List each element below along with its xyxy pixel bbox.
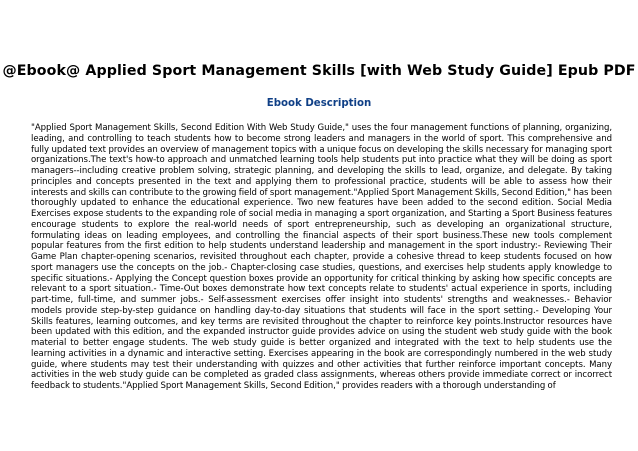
document-title: @Ebook@ Applied Sport Management Skills [with Web Study Guide] Epub PDF <box>2 63 636 79</box>
section-heading: Ebook Description <box>266 98 372 109</box>
description-paragraph: "Applied Sport Management Skills, Second Edition With Web Study Guide," uses the four management functions of planning, organizing, leading, and controlling to teach students how to become strong leaders and managers in the world of sport. This comprehensive and fully updated text provides an overview of management topics with a unique focus on developing the skills necessary for managing sport organizations.The text's how-to approach and unmatched learning tools help students put into practice what they will be doing as sport managers--including creative problem solving, strategic planning, and developing the skills to lead, organize, and delegate. By taking principles and concepts presented in the text and applying them to professional practice, students will be able to assess how their interests and skills can contribute to the growing field of sport management."Applied Sport Management Skills, Second Edition," has been thoroughly updated to enhance the educational experience. Two new features have been added to the second edition. Social Media Exercises expose students to the expanding role of social media in managing a sport organization, and Starting a Sport Business features encourage students to explore the real-world needs of sport entrepreneurship, such as developing an organizational structure, formulating ideas on leading employees, and controlling the financial aspects of their sport business.These new tools complement popular features from the first edition to help students understand leadership and management in the sport industry:- Reviewing Their Game Plan chapter-opening scenarios, revisited throughout each chapter, provide a cohesive thread to keep students focused on how sport managers use the concepts on the job.- Chapter-closing case studies, questions, and exercises help students apply knowledge to specific situations.- Applying the Concept question boxes provide an opportunity for critical thinking by asking how specific concepts are relevant to a sport situation.- Time-Out boxes demonstrate how text concepts relate to students' actual experience in sports, including part-time, full-time, and summer jobs.- Self-assessment exercises offer insight into students' strengths and weaknesses.- Behavior models provide step-by-step guidance on handling day-to-day situations that students will face in the sport setting.- Developing Your Skills features, learning outcomes, and key terms are revisited throughout the chapter to reinforce key points.Instructor resources have been updated with this edition, and the expanded instructor guide provides advice on using the student web study guide with the book material to better engage students. The web study guide is better organized and integrated with the text to help students use the learning activities in a dynamic and interactive setting. Exercises appearing in the book are correspondingly numbered in the web study guide, where students may test their understanding with quizzes and other activities that further reinforce important concepts. Many activities in the web study guide can be completed as graded class assignments, whereas others provide immediate correct or incorrect feedback to students."Applied Sport Management Skills, Second Edition," provides readers with a thorough understanding of <box>31 123 612 391</box>
